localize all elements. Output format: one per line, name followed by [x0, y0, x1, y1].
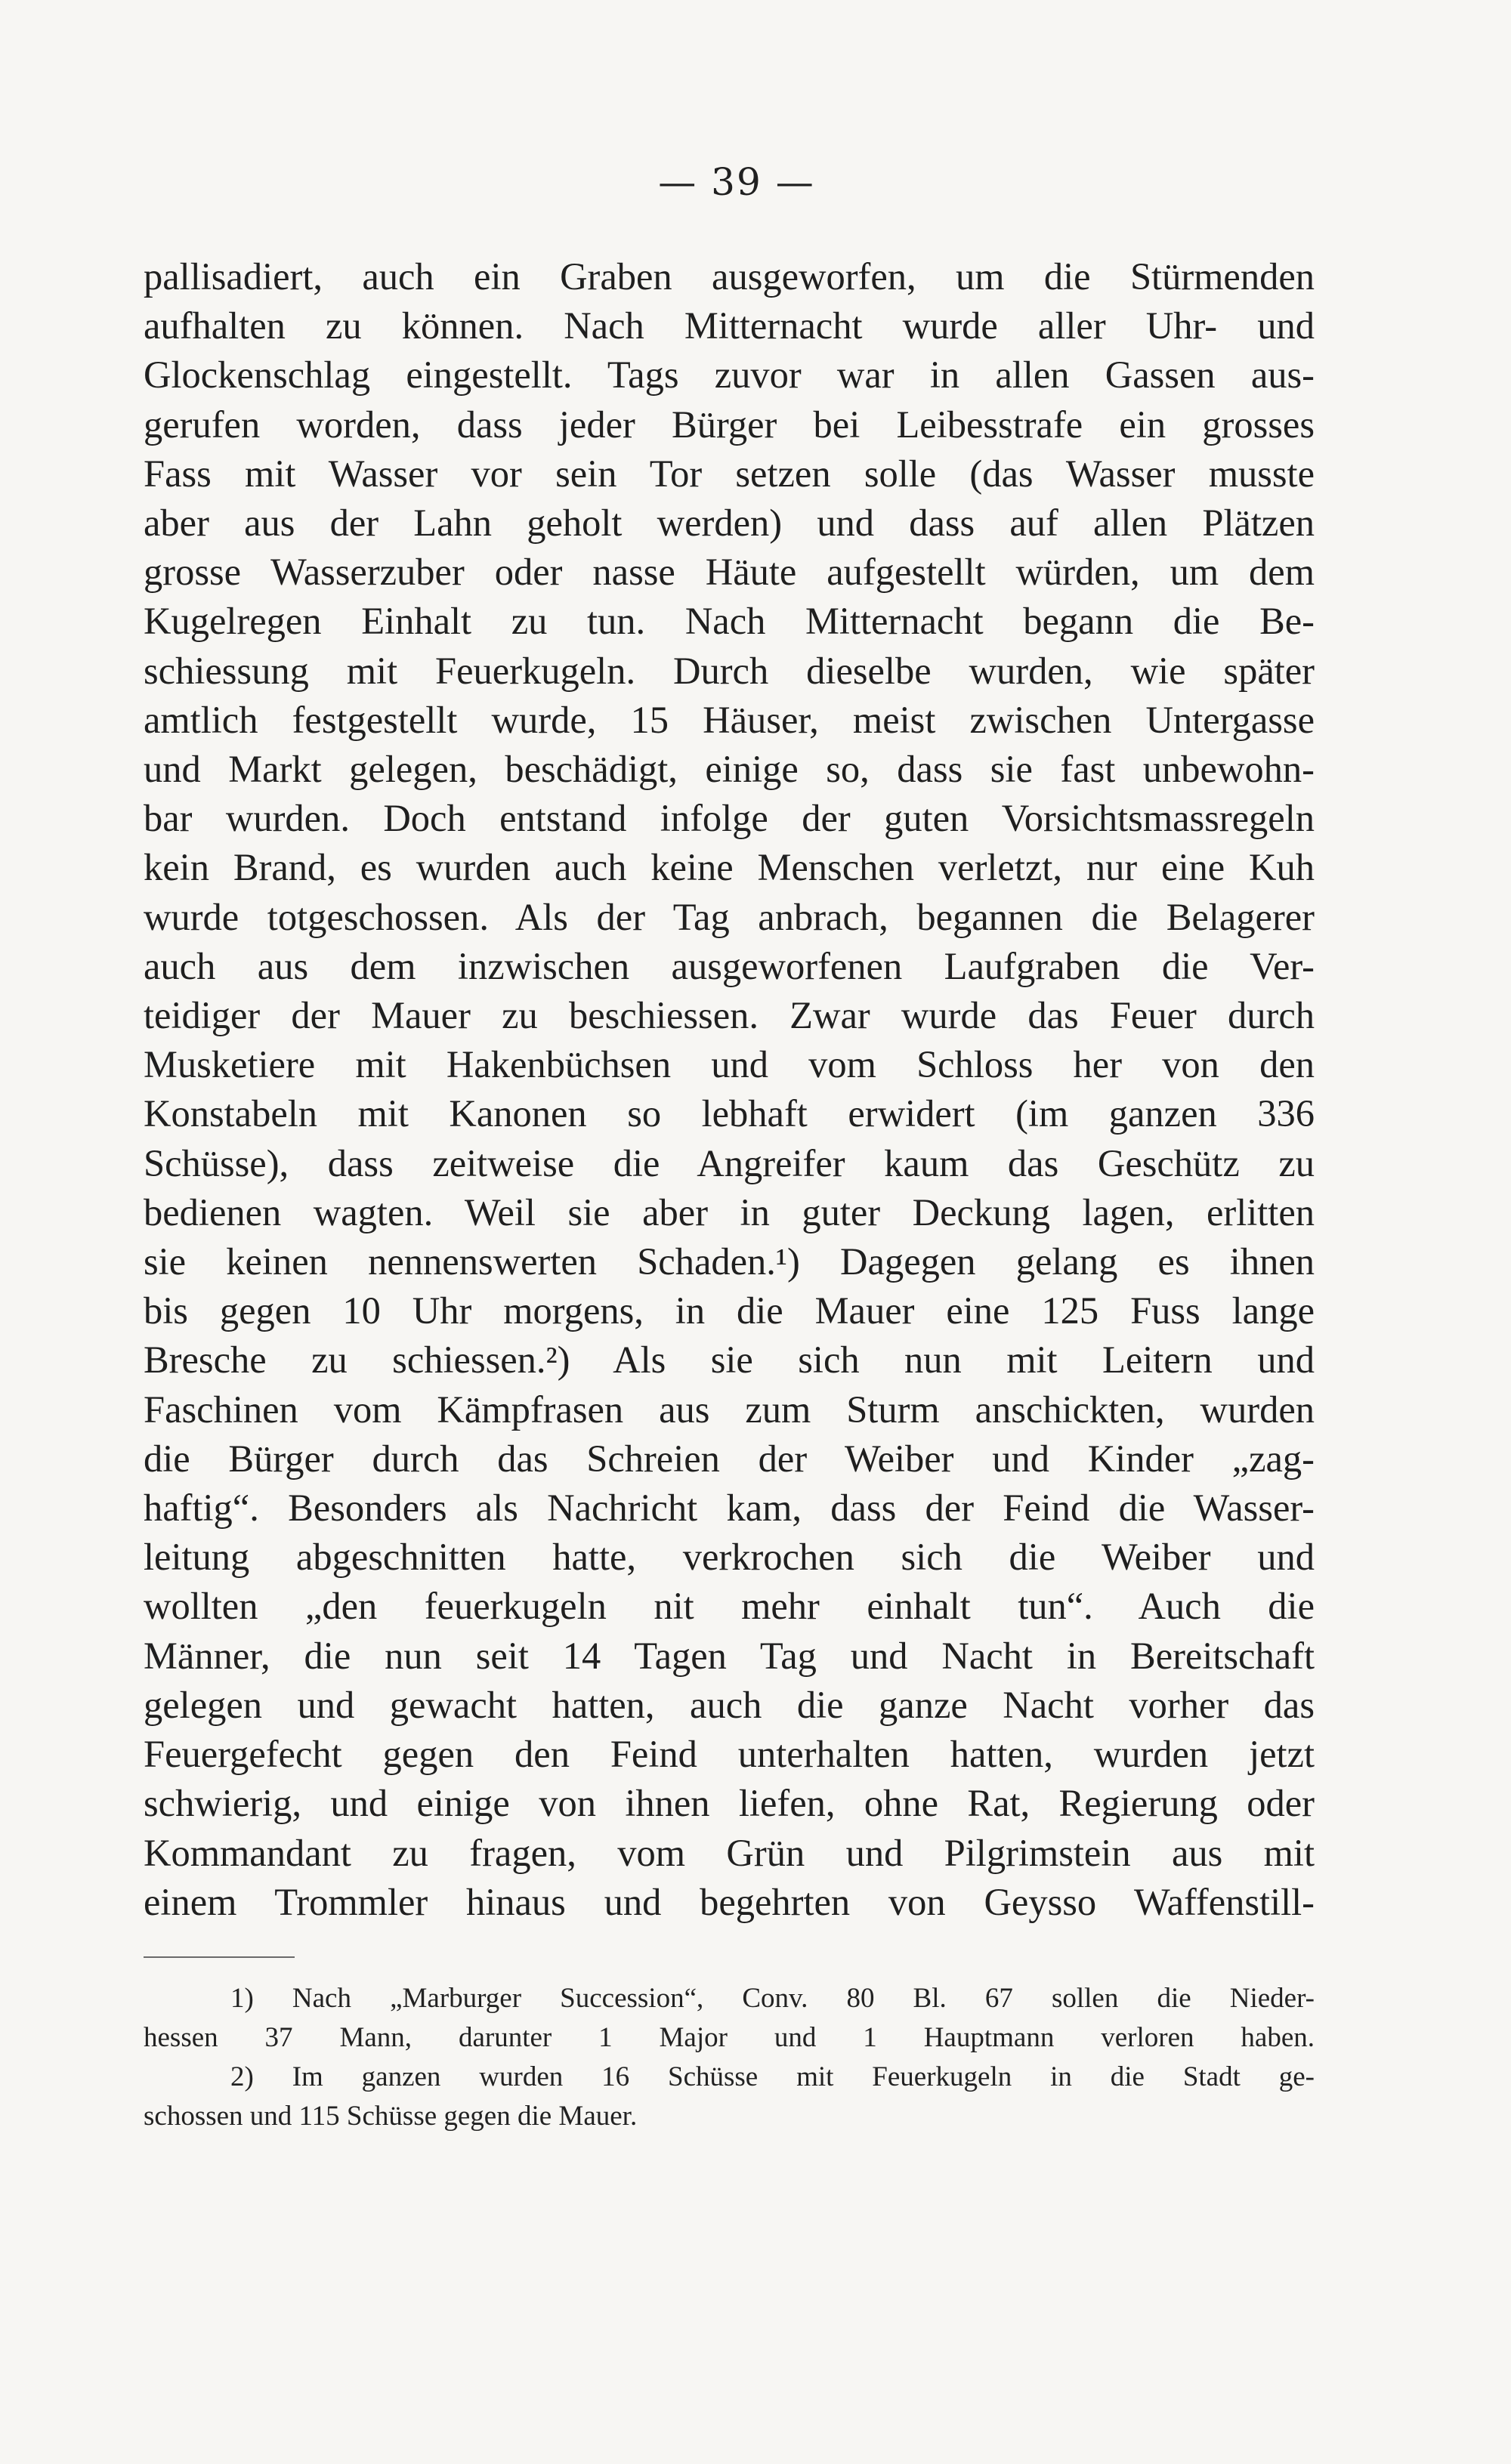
text-line: bis gegen 10 Uhr morgens, in die Mauer eine 125 Fuss lange [144, 1289, 1315, 1332]
text-line: bedienen wagten. Weil sie aber in guter Deckung lagen, erlitten [144, 1190, 1315, 1234]
text-line: grosse Wasserzuber oder nasse Häute aufgestellt würden, um dem [144, 551, 1315, 594]
text-line: Kommandant zu fragen, vom Grün und Pilgrimstein aus mit [144, 1831, 1315, 1874]
text-line: Bresche zu schiessen.²) Als sie sich nun mit Leitern und [144, 1339, 1315, 1382]
text-line: schiessung mit Feuerkugeln. Durch dieselbe wurden, wie später [144, 649, 1315, 692]
text-line: die Bürger durch das Schreien der Weiber und Kinder „zag- [144, 1437, 1315, 1480]
text-line: bar wurden. Doch entstand infolge der guten Vorsichtsmassregeln [144, 797, 1315, 840]
footnote-1 [144, 1979, 1315, 2058]
text-line: kein Brand, es wurden auch keine Menschen verletzt, nur eine Kuh [144, 846, 1315, 889]
text-line: haftig“. Besonders als Nachricht kam, dass der Feind die Wasser- [144, 1487, 1315, 1530]
text-line: auch aus dem inzwischen ausgeworfenen Laufgraben die Ver- [144, 944, 1315, 987]
text-line: Musketiere mit Hakenbüchsen und vom Schloss her von den [144, 1043, 1315, 1086]
text-line: Konstabeln mit Kanonen so lebhaft erwidert (im ganzen 336 [144, 1092, 1315, 1135]
footnote-line: 1) Nach „Marburger Succession“, Conv. 80 Bl. 67 sollen die Nieder- [230, 1983, 1315, 2014]
text-line: pallisadiert, auch ein Graben ausgeworfen, um die Stürmenden [144, 255, 1315, 298]
text-line: wurde totgeschossen. Als der Tag anbrach, begannen die Belagerer [144, 895, 1315, 938]
footnote-line: hessen 37 Mann, darunter 1 Major und 1 Hauptmann verloren haben. [144, 2022, 1315, 2053]
text-line: wollten „den feuerkugeln nit mehr einhalt tun“. Auch die [144, 1585, 1315, 1628]
text-line: amtlich festgestellt wurde, 15 Häuser, meist zwischen Untergasse [144, 698, 1315, 741]
text-line: Männer, die nun seit 14 Tagen Tag und Nacht in Bereitschaft [144, 1634, 1315, 1677]
body-text [144, 252, 1315, 1927]
text-line: gelegen und gewacht hatten, auch die ganze Nacht vorher das [144, 1683, 1315, 1726]
page-number: — 39 — [658, 160, 815, 204]
text-line: gerufen worden, dass jeder Bürger bei Leibesstrafe ein grosses [144, 403, 1315, 446]
text-line: Glockenschlag eingestellt. Tags zuvor war in allen Gassen aus- [144, 354, 1315, 397]
footnote-2 [144, 2058, 1315, 2136]
text-line: Feuergefecht gegen den Feind unterhalten hatten, wurden jetzt [144, 1733, 1315, 1776]
text-line: Kugelregen Einhalt zu tun. Nach Mitternacht begann die Be- [144, 600, 1315, 643]
footnotes [144, 1979, 1315, 2136]
text-line: schwierig, und einige von ihnen liefen, ohne Rat, Regierung oder [144, 1782, 1315, 1825]
text-line: Fass mit Wasser vor sein Tor setzen solle (das Wasser musste [144, 452, 1315, 495]
text-line: sie keinen nennenswerten Schaden.¹) Dagegen gelang es ihnen [144, 1240, 1315, 1283]
text-line: Schüsse), dass zeitweise die Angreifer kaum das Geschütz zu [144, 1141, 1315, 1184]
text-line: Faschinen vom Kämpfrasen aus zum Sturm anschickten, wurden [144, 1388, 1315, 1431]
text-line: einem Trommler hinaus und begehrten von Geysso Waffenstill- [144, 1880, 1315, 1923]
footnote-line: 2) Im ganzen wurden 16 Schüsse mit Feuerkugeln in die Stadt ge- [230, 2061, 1315, 2092]
text-line: aufhalten zu können. Nach Mitternacht wurde aller Uhr- und [144, 304, 1315, 347]
footnote-divider [144, 1956, 295, 1958]
text-line: teidiger der Mauer zu beschiessen. Zwar wurde das Feuer durch [144, 994, 1315, 1037]
text-line: aber aus der Lahn geholt werden) und dass auf allen Plätzen [144, 502, 1315, 545]
text-line: und Markt gelegen, beschädigt, einige so, dass sie fast unbewohn- [144, 748, 1315, 791]
footnote-line: schossen und 115 Schüsse gegen die Mauer. [144, 2101, 638, 2132]
text-line: leitung abgeschnitten hatte, verkrochen sich die Weiber und [144, 1536, 1315, 1579]
